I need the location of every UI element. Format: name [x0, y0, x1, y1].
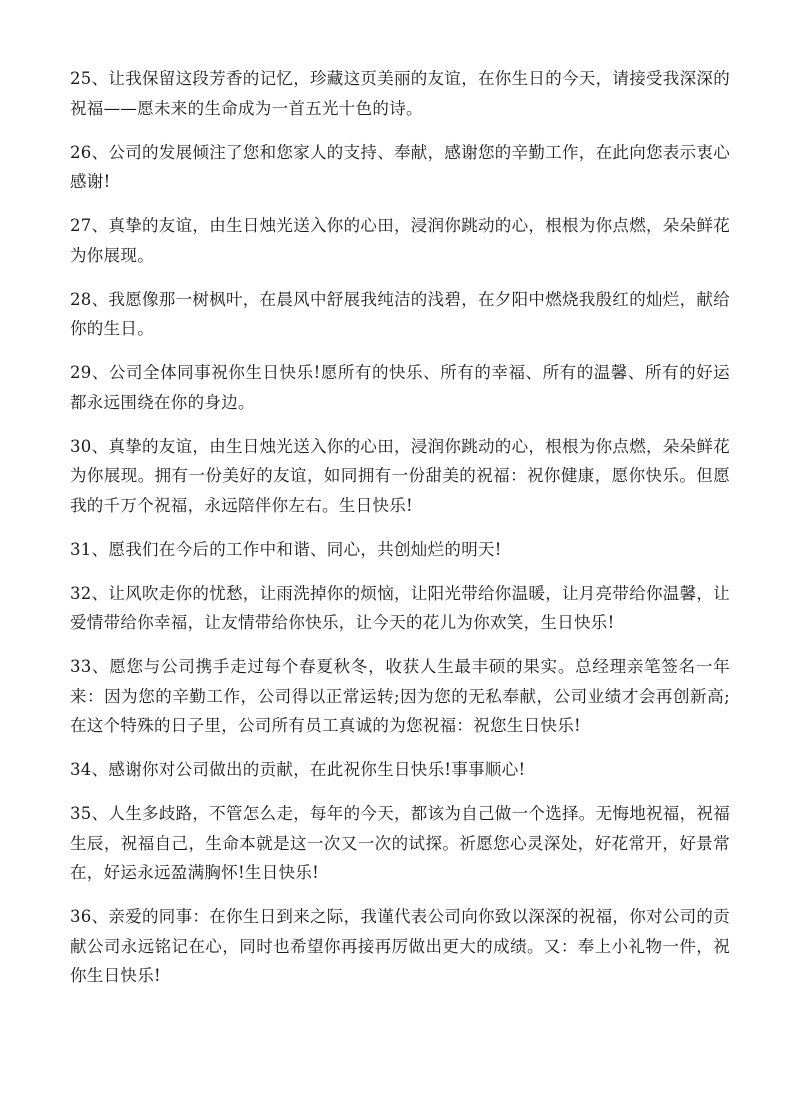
- paragraph-26: 26、公司的发展倾注了您和您家人的支持、奉献，感谢您的辛勤工作，在此向您表示衷心感谢!: [70, 142, 730, 191]
- paragraph-29: 29、公司全体同事祝你生日快乐!愿所有的快乐、所有的幸福、所有的温馨、所有的好运都永远围绕在你的身边。: [70, 363, 730, 412]
- paragraph-25: 25、让我保留这段芳香的记忆，珍藏这页美丽的友谊，在你生日的今天，请接受我深深的祝福——愿未来的生命成为一首五光十色的诗。: [70, 69, 730, 118]
- paragraph-32: 32、让风吹走你的忧愁，让雨洗掉你的烦恼，让阳光带给你温暖，让月亮带给你温馨，让爱情带给你幸福，让友情带给你快乐，让今天的花儿为你欢笑，生日快乐!: [70, 583, 730, 632]
- document-body: [70, 64, 730, 1005]
- paragraph-31: 31、愿我们在今后的工作中和谐、同心，共创灿烂的明天!: [70, 539, 502, 559]
- paragraph-35: 35、人生多歧路，不管怎么走，每年的今天，都该为自己做一个选择。无悔地祝福，祝福生辰，祝福自己，生命本就是这一次又一次的试探。祈愿您心灵深处，好花常开，好景常在，好运永远盈满胸怀!生日快乐!: [70, 804, 730, 882]
- paragraph-30: 30、真挚的友谊，由生日烛光送入你的心田，浸润你跳动的心，根根为你点燃，朵朵鲜花为你展现。拥有一份美好的友谊，如同拥有一份甜美的祝福：祝你健康，愿你快乐。但愿我的千万个祝福，永远陪伴你左右。生日快乐!: [70, 436, 730, 515]
- paragraph-34: 34、感谢你对公司做出的贡献，在此祝你生日快乐!事事顺心!: [70, 760, 526, 779]
- paragraph-36: 36、亲爱的同事：在你生日到来之际，我谨代表公司向你致以深深的祝福，你对公司的贡献公司永远铭记在心，同时也希望你再接再厉做出更大的成绩。又：奉上小礼物一件，祝你生日快乐!: [70, 907, 730, 985]
- paragraph-33: 33、愿您与公司携手走过每个春夏秋冬，收获人生最丰硕的果实。总经理亲笔签名一年来：因为您的辛勤工作，公司得以正常运转;因为您的无私奉献，公司业绩才会再创新高;在这个特殊的日子里，公司所有员工真诚的为您祝福：祝您生日快乐!: [70, 657, 730, 735]
- paragraph-27: 27、真挚的友谊，由生日烛光送入你的心田，浸润你跳动的心，根根为你点燃，朵朵鲜花为你展现。: [70, 216, 730, 265]
- paragraph-28: 28、我愿像那一树枫叶，在晨风中舒展我纯洁的浅碧，在夕阳中燃烧我殷红的灿烂，献给你的生日。: [70, 289, 730, 338]
